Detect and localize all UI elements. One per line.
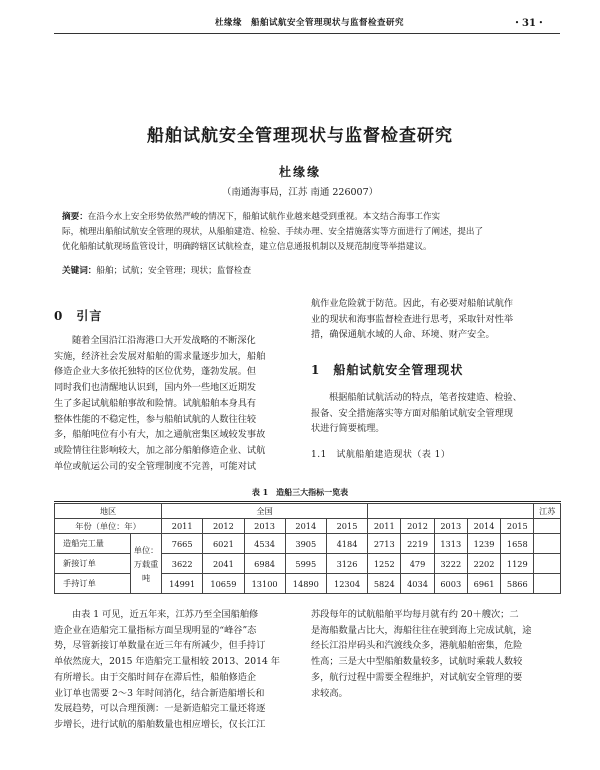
table-cell: 10659 xyxy=(203,574,244,594)
year-cell: 2013 xyxy=(434,519,467,534)
year-cell: 2014 xyxy=(467,519,500,534)
intro-paragraph: 随着全国沿江沿海港口大开发战略的不断深化 实施，经济社会发展对船舶的需求量逐步加大，船舶 修造企业大多依托独特的区位优势，蓬勃发展。但 同时我们也清醒地认识到，国内外一些地区近期发 生了多起试航船舶事故和险情。试航船舶本身具有 整体性能的不稳定性，参与船舶试航的人数往往较 多，船舶吨位有小有大，加之通航密集区域较发事故 或险情往往影响较大，加之部分船舶修造企业、试航 单位或航运公司的安全管理制度不完善，可能对试 xyxy=(54,335,266,472)
unit-label: 单位：万载重吨 xyxy=(131,534,162,594)
table-cell: 3126 xyxy=(326,554,367,574)
abstract xyxy=(62,210,542,256)
abstract-line: 摘要：在沿今水上安全形势依然严峻的情况下，船舶试航作业越来越受到重视。本文结合海事工作实 xyxy=(62,212,441,222)
table-cell: 14991 xyxy=(162,574,203,594)
table-year-row xyxy=(55,519,561,534)
region-national: 全国 xyxy=(162,504,368,519)
table-cell: 6984 xyxy=(244,554,285,574)
year-cell: 2013 xyxy=(244,519,285,534)
table-row xyxy=(55,574,561,594)
table-cell: 5824 xyxy=(368,574,401,594)
table-cell: 2219 xyxy=(401,534,434,554)
table-cell: 5866 xyxy=(501,574,534,594)
section1-heading: 1 船舶试航安全管理现状 xyxy=(311,363,464,377)
running-title: 杜缘缘 船舶试航安全管理现状与监督检查研究 xyxy=(215,18,405,28)
table-cell: 4034 xyxy=(401,574,434,594)
header-rule xyxy=(54,33,560,34)
table-cell: 3222 xyxy=(434,554,467,574)
keywords-label: 关键词： xyxy=(62,266,97,276)
table-cell: 2041 xyxy=(203,554,244,574)
region-jiangsu: 江苏 xyxy=(534,504,561,519)
keywords-text: 船舶；试航；安全管理；现状；监督检查 xyxy=(96,266,252,276)
year-cell: 2014 xyxy=(285,519,326,534)
table-row xyxy=(55,534,561,554)
year-cell: 2011 xyxy=(368,519,401,534)
table-cell: 12304 xyxy=(326,574,367,594)
table-cell: 6021 xyxy=(203,534,244,554)
row-label: 造船完工量 xyxy=(55,534,131,554)
intro-heading: 0 引言 xyxy=(54,309,103,323)
table-cell: 1252 xyxy=(368,554,401,574)
analysis-paragraph-right: 苏段每年的试航船舶平均每月就有约 20＋艘次；二 是海船数量占比大，海船往往在驶到海上完成试航，途 经长江沿岸码头和汽渡线众多，港航船舶密集，危险 性高；三是大中型船舶数量较多，试航时乘载人数较 多，航行过程中需要全程维护，对试航安全管理的要 求较高。 xyxy=(311,609,532,699)
article-title: 船舶试航安全管理现状与监督检查研究 xyxy=(147,126,453,146)
table-cell: 6961 xyxy=(467,574,500,594)
table-cell-spare xyxy=(534,534,561,554)
table-row xyxy=(55,554,561,574)
analysis-paragraph-left: 由表 1 可见，近五年来，江苏乃至全国船舶修 造企业在造船完工量指标方面呈现明显的“峰谷”态 势，尽管新接订单数量在近三年有所减少，但手持订 单依然庞大，2015 年造船完工量相较 2013、2014 年 有所增长。由于交船时间存在滞后性，船舶修造企 业订单也需要 2～3 年时间消化，结合新造船增长和 发展趋势，可以合理预测：一是新造船完工量还将逐 步增长，进行试航的船舶数量也相应增长，仅长江江 xyxy=(54,609,280,730)
year-cell: 2012 xyxy=(203,519,244,534)
table-cell: 3905 xyxy=(285,534,326,554)
year-cell: 2012 xyxy=(401,519,434,534)
table-cell: 4184 xyxy=(326,534,367,554)
table-cell-spare xyxy=(534,574,561,594)
table-top-rule xyxy=(54,501,561,502)
region-label: 地区 xyxy=(55,504,162,519)
abstract-line: 际，梳理出船舶试航安全管理的现状，从船舶建造、检验、手续办理、安全措施落实等方面进行了阐述，提出了 xyxy=(62,227,484,238)
table-cell: 1129 xyxy=(501,554,534,574)
table-cell: 3622 xyxy=(162,554,203,574)
year-label: 年份（单位：年） xyxy=(55,519,162,534)
row-label: 手持订单 xyxy=(55,574,131,594)
table-cell: 14890 xyxy=(285,574,326,594)
table-cell: 5995 xyxy=(285,554,326,574)
section1-paragraph: 根据船舶试航活动的特点，笔者按建造、检验、 报备、安全措施落实等方面对船舶试航安全管理现 状进行简要梳理。 xyxy=(311,392,522,435)
table-caption: 表 1 造船三大指标一览表 xyxy=(251,487,349,497)
table-cell: 1658 xyxy=(501,534,534,554)
table-cell: 13100 xyxy=(244,574,285,594)
table-cell: 1239 xyxy=(467,534,500,554)
table-cell: 6003 xyxy=(434,574,467,594)
row-label: 新接订单 xyxy=(55,554,131,574)
abstract-line: 优化船舶试航现场监管设计，明确跨辖区试航检查，建立信息通报机制以及规范制度等举措建议。 xyxy=(62,242,432,253)
year-cell-spare xyxy=(534,519,561,534)
intro-continuation: 航作业危险就于防范。因此，有必要对船舶试航作 业的现状和海事监督检查进行思考，采取针对性举 措，确保通航水域的人命、环境、财产安全。 xyxy=(311,298,514,341)
abstract-label: 摘要： xyxy=(62,212,88,222)
table-cell: 7665 xyxy=(162,534,203,554)
table-cell: 4534 xyxy=(244,534,285,554)
shipbuilding-table xyxy=(54,503,561,594)
table-cell-spare xyxy=(534,554,561,574)
year-cell: 2015 xyxy=(326,519,367,534)
table-cell: 2202 xyxy=(467,554,500,574)
page-number: ・31・ xyxy=(512,18,546,29)
table-cell: 1313 xyxy=(434,534,467,554)
author-affiliation: （南通海事局，江苏 南通 226007） xyxy=(221,187,379,198)
year-cell: 2011 xyxy=(162,519,203,534)
table-cell: 2713 xyxy=(368,534,401,554)
table-region-row xyxy=(55,504,561,519)
table-cell: 479 xyxy=(401,554,434,574)
year-cell: 2015 xyxy=(501,519,534,534)
region-national-extension xyxy=(368,504,534,519)
subsection-heading: 1.1 试航船舶建造现状（表 1） xyxy=(311,450,451,460)
article-author: 杜缘缘 xyxy=(278,165,321,179)
keywords xyxy=(62,264,542,278)
running-header xyxy=(0,0,600,44)
